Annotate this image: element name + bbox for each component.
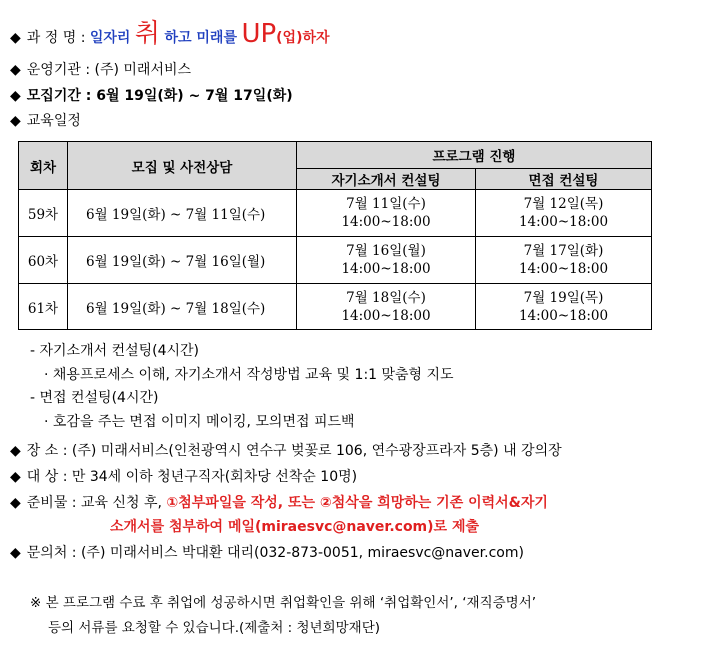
diamond-bullet-icon: ◆ — [10, 62, 21, 78]
contact-line — [10, 542, 524, 564]
diamond-bullet-icon: ◆ — [10, 495, 21, 511]
table-row — [19, 237, 652, 284]
round-cell: 59차 — [19, 190, 68, 237]
resume-time: 14:00~18:00 — [341, 307, 431, 324]
course-text-3: 하고 미래를 — [164, 30, 237, 46]
course-text-4: UP — [241, 19, 277, 49]
interview-time: 14:00~18:00 — [518, 307, 609, 324]
resume-date: 7월 16일(월) — [346, 243, 426, 259]
prep-line — [10, 492, 548, 514]
resume-date: 7월 11일(수) — [346, 196, 426, 212]
resume-time: 14:00~18:00 — [341, 261, 431, 277]
period-label: 모집기간 : 6월 19일(화) ~ 7월 17일(화) — [26, 88, 293, 104]
table-row — [19, 190, 652, 237]
resume-note-desc: · 채용프로세스 이해, 자기소개서 작성방법 교육 및 1:1 맞춤형 지도 — [44, 367, 454, 383]
header-interview: 면접 컨설팅 — [476, 169, 652, 190]
footnote-line-2: 등의 서류를 요청할 수 있습니다.(제출처 : 청년희망재단) — [48, 620, 381, 636]
header-program: 프로그램 진행 — [297, 142, 652, 169]
interview-cell — [476, 190, 652, 237]
header-recruit: 모집 및 사전상담 — [68, 142, 297, 190]
diamond-bullet-icon: ◆ — [10, 88, 21, 104]
round-cell: 60차 — [19, 237, 68, 284]
resume-note-title: - 자기소개서 컨설팅(4시간) — [30, 343, 200, 359]
course-line — [10, 20, 330, 52]
footnote-line-1: ※ 본 프로그램 수료 후 취업에 성공하시면 취업확인을 위해 ‘취업확인서’, ‘재직증명서’ — [30, 595, 537, 611]
interview-date: 7월 19일(목) — [523, 289, 604, 306]
recruit-cell: 6월 19일(화) ~ 7월 11일(수) — [68, 190, 297, 237]
interview-note-title: - 면접 컨설팅(4시간) — [30, 390, 159, 406]
interview-note-desc: · 호감을 주는 면접 이미지 메이킹, 모의면접 피드백 — [44, 414, 355, 430]
resume-time: 14:00~18:00 — [341, 214, 431, 230]
course-label: 과 정 명 : — [26, 30, 86, 46]
interview-date: 7월 12일(목) — [523, 196, 604, 212]
place-text: 장 소 : (주) 미래서비스(인천광역시 연수구 벚꽃로 106, 연수광장프라자 5층) 내 강의장 — [26, 443, 562, 459]
prep-red-2: 소개서를 첨부하여 메일(miraesvc@naver.com)로 제출 — [110, 519, 479, 535]
interview-cell — [476, 284, 652, 330]
agency-label: 운영기관 : (주) 미래서비스 — [26, 62, 192, 78]
agency-line — [10, 60, 191, 80]
diamond-bullet-icon: ◆ — [10, 30, 21, 46]
table-row — [19, 284, 652, 330]
interview-date: 7월 17일(화) — [523, 243, 604, 259]
schedule-table — [18, 141, 652, 330]
schedule-title: 교육일정 — [26, 113, 81, 129]
interview-time: 14:00~18:00 — [518, 261, 609, 277]
recruit-cell: 6월 19일(화) ~ 7월 18일(수) — [68, 284, 297, 330]
course-text-1: 일자리 — [89, 30, 131, 46]
recruit-cell: 6월 19일(화) ~ 7월 16일(월) — [68, 237, 297, 284]
diamond-bullet-icon: ◆ — [10, 545, 21, 561]
diamond-bullet-icon: ◆ — [10, 113, 21, 129]
prep-red-1: ①첨부파일을 작성, 또는 ②첨삭을 희망하는 기존 이력서&자기 — [166, 495, 548, 511]
round-cell: 61차 — [19, 284, 68, 330]
header-round: 회차 — [19, 142, 68, 190]
course-text-2: 취 — [134, 19, 161, 49]
period-line — [10, 86, 293, 106]
diamond-bullet-icon: ◆ — [10, 443, 21, 459]
place-line — [10, 440, 562, 462]
contact-text: 문의처 : (주) 미래서비스 박대환 대리(032-873-0051, miraesvc@naver.com) — [26, 545, 524, 561]
resume-date: 7월 18일(수) — [346, 289, 426, 306]
header-resume: 자기소개서 컨설팅 — [297, 169, 476, 190]
course-text-5: (업)하자 — [276, 30, 330, 46]
interview-time: 14:00~18:00 — [518, 214, 609, 230]
resume-cell — [297, 190, 476, 237]
target-text: 대 상 : 만 34세 이하 청년구직자(회차당 선착순 10명) — [26, 469, 358, 485]
schedule-title-line — [10, 111, 81, 131]
interview-cell — [476, 237, 652, 284]
resume-cell — [297, 237, 476, 284]
resume-cell — [297, 284, 476, 330]
target-line — [10, 466, 357, 488]
prep-label: 준비물 : 교육 신청 후, — [26, 495, 162, 511]
diamond-bullet-icon: ◆ — [10, 469, 21, 485]
